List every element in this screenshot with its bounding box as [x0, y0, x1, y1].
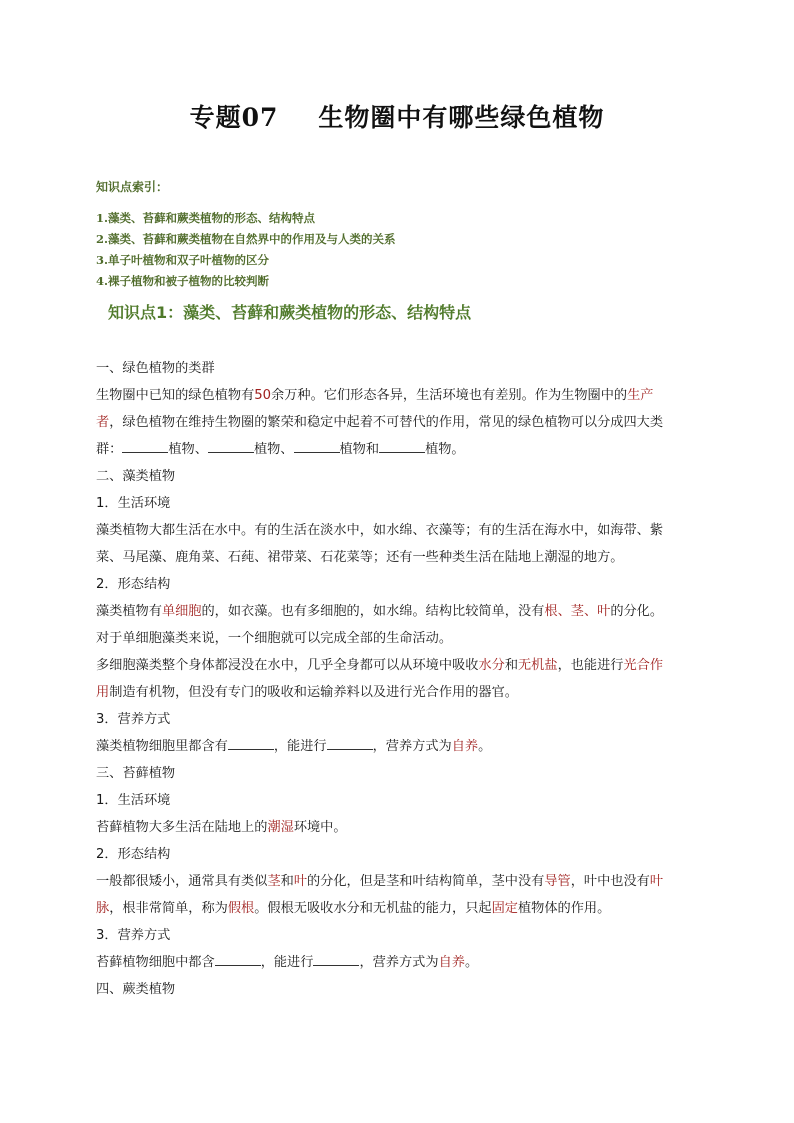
index-item-3: 3.单子叶植物和双子叶植物的区分 [96, 253, 270, 267]
subsection-title: 1．生活环境 [96, 496, 171, 511]
fill-blank[interactable] [208, 440, 254, 453]
knowledge-point-heading: 知识点1：藻类、苔藓和蕨类植物的形态、结构特点 [108, 303, 472, 322]
paragraph-line: 群： 植物、 植物、 植物和 植物。 [96, 442, 465, 457]
index-item-4: 4.裸子植物和被子植物的比较判断 [96, 274, 270, 288]
section-3-title: 三、苔藓植物 [96, 766, 176, 781]
section-1-title: 一、绿色植物的类群 [96, 361, 215, 376]
fill-blank[interactable] [215, 953, 261, 966]
fill-blank[interactable] [122, 440, 168, 453]
title-main: 生物圈中有哪些绿色植物 [318, 103, 605, 132]
fill-blank[interactable] [313, 953, 359, 966]
title-prefix: 专题07 [189, 103, 279, 132]
paragraph-line: 用制造有机物，但没有专门的吸收和运输养料以及进行光合作用的器官。 [96, 685, 518, 700]
paragraph-line: 生物圈中已知的绿色植物有50余万种。它们形态各异，生活环境也有差别。作为生物圈中的生产 [96, 388, 654, 403]
paragraph-line: 对于单细胞藻类来说，一个细胞就可以完成全部的生命活动。 [96, 631, 453, 646]
subsection-title: 1．生活环境 [96, 793, 171, 808]
subsection-title: 3．营养方式 [96, 928, 171, 943]
paragraph-line: 苔藓植物大多生活在陆地上的潮湿环境中。 [96, 820, 347, 835]
paragraph-line: 一般都很矮小，通常具有类似茎和叶的分化，但是茎和叶结构简单，茎中没有导管，叶中也没有叶 [96, 874, 664, 889]
section-4-title: 四、蕨类植物 [96, 982, 176, 997]
index-item-2: 2.藻类、苔藓和蕨类植物在自然界中的作用及与人类的关系 [96, 232, 396, 246]
paragraph-line: 藻类植物细胞里都含有 ，能进行 ，营养方式为自养。 [96, 739, 492, 754]
index-item-1: 1.藻类、苔藓和蕨类植物的形态、结构特点 [96, 211, 316, 225]
subsection-title: 3．营养方式 [96, 712, 171, 727]
paragraph-line: 苔藓植物细胞中都含 ，能进行 ，营养方式为自养。 [96, 955, 479, 970]
subsection-title: 2．形态结构 [96, 847, 171, 862]
fill-blank[interactable] [327, 737, 373, 750]
paragraph-line: 多细胞藻类整个身体都浸没在水中，几乎全身都可以从环境中吸收水分和无机盐，也能进行光合作 [96, 658, 664, 673]
subsection-title: 2．形态结构 [96, 577, 171, 592]
fill-blank[interactable] [379, 440, 425, 453]
paragraph-line: 藻类植物大都生活在水中。有的生活在淡水中，如水绵、衣藻等；有的生活在海水中，如海带、紫 [96, 523, 664, 538]
fill-blank[interactable] [294, 440, 340, 453]
paragraph-line: 菜、马尾藻、鹿角菜、石莼、裙带菜、石花菜等；还有一些种类生活在陆地上潮湿的地方。 [96, 550, 624, 565]
paragraph-line: 藻类植物有单细胞的，如衣藻。也有多细胞的，如水绵。结构比较简单，没有根、茎、叶的分化。 [96, 604, 664, 619]
paragraph-line: 脉，根非常简单，称为假根。假根无吸收水分和无机盐的能力，只起固定植物体的作用。 [96, 901, 611, 916]
index-heading: 知识点索引： [96, 180, 169, 194]
section-2-title: 二、藻类植物 [96, 469, 176, 484]
paragraph-line: 者，绿色植物在维持生物圈的繁荣和稳定中起着不可替代的作用，常见的绿色植物可以分成四大类 [96, 415, 664, 430]
fill-blank[interactable] [228, 737, 274, 750]
page-title [0, 98, 794, 134]
